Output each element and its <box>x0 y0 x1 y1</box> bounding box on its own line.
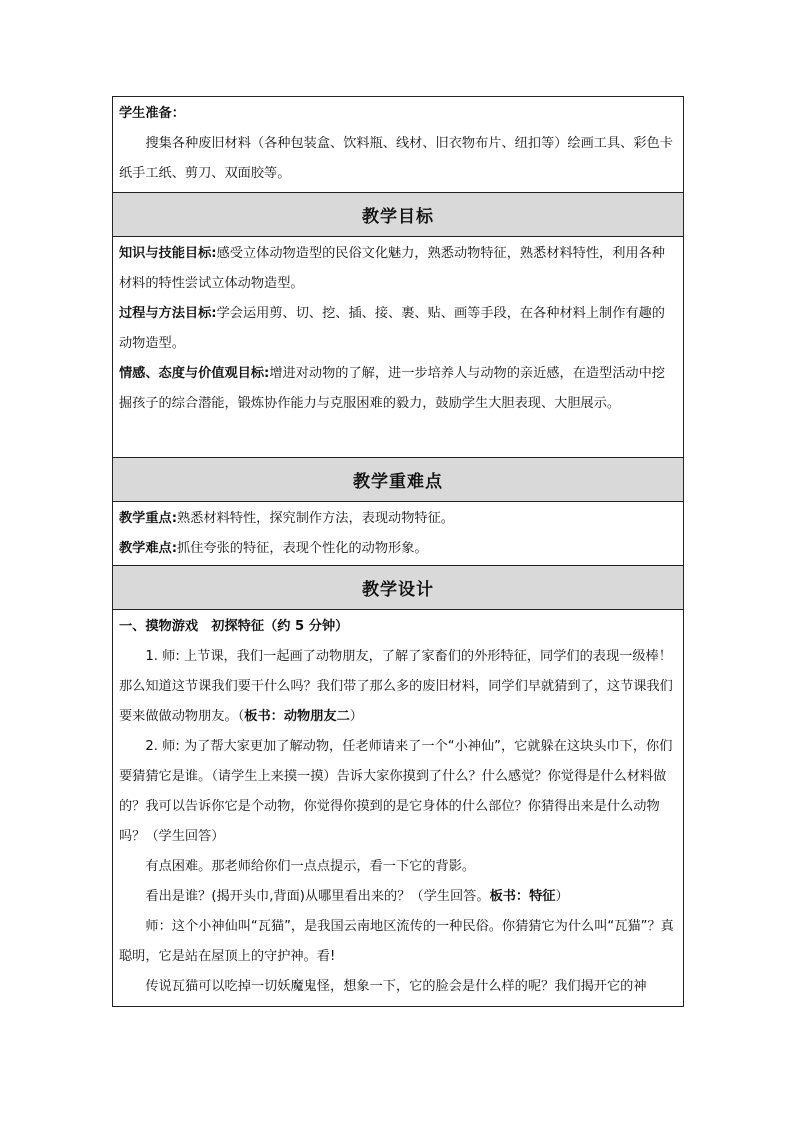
process-goal <box>119 299 677 359</box>
teaching-difficulty <box>119 534 677 564</box>
process-goal-label: 过程与方法目标: <box>119 306 217 321</box>
key-difficulty-heading: 教学重难点 <box>113 458 683 502</box>
design-paragraph-4-end: ） <box>555 889 569 904</box>
knowledge-goal <box>119 239 677 299</box>
student-preparation-section <box>113 97 683 193</box>
design-paragraph-1-text: 1. 师: 上节课，我们一起画了动物朋友，了解了家畜们的外形特征，同学们的表现一级棒！那么知道这节课我们要干什么吗？我们带了那么多的废旧材料，同学们早就猜到了，这节课我们要来做做动物朋友。（ <box>119 649 673 724</box>
process-goal-text: 学会运用剪、切、挖、插、接、裹、贴、画等手段，在各种材料上制作有趣的动物造型。 <box>119 306 665 351</box>
key-difficulty-section <box>113 502 683 566</box>
section-one-title: 一、摸物游戏 初探特征（约 5 分钟） <box>119 619 349 634</box>
lesson-plan-table <box>112 96 684 1007</box>
teaching-goals-section <box>113 237 683 458</box>
design-paragraph-1-end: ） <box>349 709 363 724</box>
teaching-focus-text: 熟悉材料特性，探究制作方法，表现动物特征。 <box>177 511 454 526</box>
teaching-difficulty-label: 教学难点: <box>119 541 178 556</box>
design-paragraph-6: 传说瓦猫可以吃掉一切妖魔鬼怪，想象一下，它的脸会是什么样的呢？我们揭开它的神 <box>145 979 647 994</box>
design-paragraph-4-text: 看出是谁？(揭开头巾,背面)从哪里看出来的？（学生回答。 <box>145 889 490 904</box>
emotion-goal <box>119 359 677 419</box>
design-paragraph-2: 2. 师: 为了帮大家更加了解动物，任老师请来了一个“小神仙”，它就躲在这块头巾下，你们要猜猜它是谁。（请学生上来摸一摸）告诉大家你摸到了什么？什么感觉？你觉得是什么材料做的？我可以告诉你它是个动物，你觉得你摸到的是它身体的什么部位？你猜得出来是什么动物吗？（学生回答） <box>119 739 673 844</box>
design-paragraph-5: 师：这个小神仙叫“瓦猫”，是我国云南地区流传的一种民俗。你猜猜它为什么叫“瓦猫”？真聪明，它是站在屋顶上的守护神。看! <box>119 919 674 964</box>
design-paragraph-1 <box>119 642 677 732</box>
teaching-goals-heading: 教学目标 <box>113 193 683 237</box>
teaching-design-heading: 教学设计 <box>113 566 683 610</box>
emotion-goal-label: 情感、态度与价值观目标: <box>119 366 270 381</box>
teaching-focus <box>119 504 677 534</box>
board-note-1: 板书：动物朋友二 <box>244 709 350 724</box>
teaching-difficulty-text: 抓住夸张的特征，表现个性化的动物形象。 <box>177 541 428 556</box>
knowledge-goal-label: 知识与技能目标: <box>119 246 217 261</box>
board-note-2: 板书：特征 <box>489 889 556 904</box>
emotion-goal-text: 增进对动物的了解，进一步培养人与动物的亲近感，在造型活动中挖掘孩子的综合潜能，锻炼协作能力与克服困难的毅力，鼓励学生大胆表现、大胆展示。 <box>119 366 665 411</box>
design-paragraph-3: 有点困难。那老师给你们一点点提示，看一下它的背影。 <box>145 859 476 874</box>
student-preparation-label: 学生准备： <box>119 106 185 121</box>
knowledge-goal-text: 感受立体动物造型的民俗文化魅力，熟悉动物特征，熟悉材料特性，利用各种材料的特性尝试立体动物造型。 <box>119 246 665 291</box>
teaching-focus-label: 教学重点: <box>119 511 178 526</box>
teaching-design-section <box>113 610 683 1006</box>
design-paragraph-4 <box>119 882 677 912</box>
student-preparation-text: 搜集各种废旧材料（各种包装盒、饮料瓶、线材、旧衣物布片、纽扣等）绘画工具、彩色卡纸手工纸、剪刀、双面胶等。 <box>119 136 673 181</box>
